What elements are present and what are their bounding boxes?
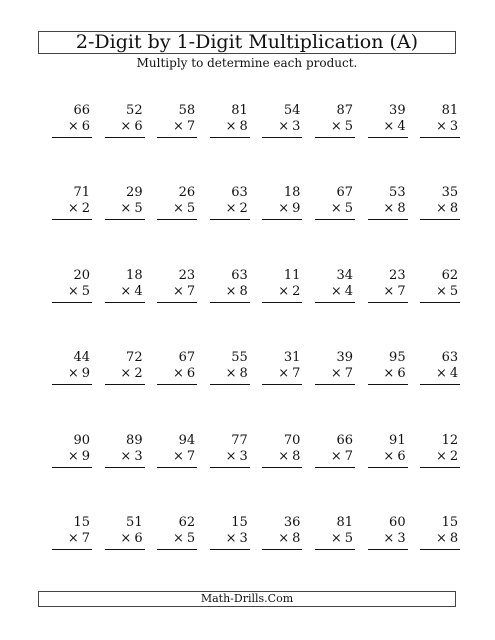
answer-line bbox=[157, 219, 197, 220]
problem-item bbox=[196, 103, 250, 143]
multiplier-row bbox=[278, 201, 300, 216]
multiplicand: 90 bbox=[73, 432, 90, 448]
times-sign: × bbox=[67, 201, 79, 217]
times-sign: × bbox=[383, 283, 395, 299]
times-sign: × bbox=[278, 201, 290, 217]
times-sign: × bbox=[173, 283, 184, 299]
times-sign: × bbox=[120, 448, 132, 464]
multiplicand: 63 bbox=[441, 350, 459, 366]
multiplier-row bbox=[173, 201, 195, 216]
answer-line bbox=[368, 549, 408, 550]
answer-line bbox=[368, 219, 408, 220]
multiplier-row bbox=[173, 366, 195, 381]
problem-item bbox=[248, 350, 302, 390]
multiplicand: 18 bbox=[283, 185, 301, 201]
multiplier: 3 bbox=[239, 448, 248, 464]
multiplier-row bbox=[278, 531, 300, 546]
problem-item bbox=[143, 350, 197, 390]
multiplicand: 81 bbox=[231, 103, 248, 118]
multiplier-row bbox=[383, 531, 405, 546]
problem-item bbox=[301, 268, 355, 308]
multiplier: 8 bbox=[239, 283, 248, 299]
multiplier-row bbox=[120, 449, 142, 464]
problem-item bbox=[91, 185, 145, 225]
multiplier: 8 bbox=[449, 201, 459, 217]
problem-item bbox=[91, 103, 145, 143]
multiplier: 2 bbox=[449, 448, 459, 464]
multiplicand: 77 bbox=[231, 432, 248, 448]
times-sign: × bbox=[330, 448, 342, 464]
problem-item bbox=[91, 268, 145, 308]
multiplier-row bbox=[68, 449, 90, 464]
times-sign: × bbox=[225, 366, 237, 382]
problem-item bbox=[38, 185, 92, 225]
multiplicand: 95 bbox=[389, 350, 406, 366]
multiplicand: 12 bbox=[441, 432, 459, 448]
times-sign: × bbox=[67, 531, 79, 546]
multiplier: 9 bbox=[292, 201, 301, 217]
problem-item bbox=[406, 515, 460, 555]
problem-item bbox=[91, 433, 145, 473]
times-sign: × bbox=[383, 366, 395, 382]
multiplier: 8 bbox=[239, 119, 248, 134]
times-sign: × bbox=[278, 366, 290, 382]
multiplicand: 67 bbox=[178, 350, 196, 366]
multiplicand: 66 bbox=[73, 103, 90, 118]
multiplier: 3 bbox=[449, 119, 459, 134]
answer-line bbox=[420, 137, 460, 138]
multiplicand: 94 bbox=[178, 432, 196, 448]
times-sign: × bbox=[67, 119, 79, 134]
multiplier-row bbox=[331, 284, 353, 299]
answer-line bbox=[210, 467, 250, 468]
multiplier: 7 bbox=[186, 448, 196, 464]
multiplier: 4 bbox=[449, 366, 459, 382]
multiplicand: 23 bbox=[178, 267, 196, 283]
multiplicand: 81 bbox=[441, 103, 459, 118]
problem-item bbox=[301, 515, 355, 555]
worksheet-title: 2-Digit by 1-Digit Multiplication (A) bbox=[38, 31, 456, 54]
answer-line bbox=[105, 549, 145, 550]
multiplier: 7 bbox=[186, 283, 196, 299]
multiplier: 7 bbox=[344, 448, 353, 464]
answer-line bbox=[262, 549, 302, 550]
multiplier: 3 bbox=[134, 448, 143, 464]
multiplier: 9 bbox=[81, 366, 90, 382]
times-sign: × bbox=[330, 366, 342, 382]
multiplicand: 87 bbox=[336, 103, 353, 118]
answer-line bbox=[52, 467, 92, 468]
answer-line bbox=[52, 137, 92, 138]
times-sign: × bbox=[120, 119, 132, 134]
multiplier: 2 bbox=[292, 283, 301, 299]
answer-line bbox=[368, 302, 408, 303]
problem-item bbox=[406, 350, 460, 390]
problem-item bbox=[196, 433, 250, 473]
answer-line bbox=[105, 467, 145, 468]
times-sign: × bbox=[383, 201, 395, 217]
multiplier: 5 bbox=[186, 531, 196, 546]
problem-item bbox=[354, 515, 408, 555]
answer-line bbox=[315, 384, 355, 385]
multiplier: 5 bbox=[134, 201, 143, 217]
multiplicand: 36 bbox=[283, 515, 301, 530]
multiplier-row bbox=[68, 531, 90, 546]
multiplier-row bbox=[120, 201, 142, 216]
times-sign: × bbox=[67, 448, 79, 464]
multiplier: 6 bbox=[81, 119, 90, 134]
multiplier: 5 bbox=[344, 119, 353, 134]
times-sign: × bbox=[436, 119, 447, 134]
times-sign: × bbox=[436, 366, 447, 382]
answer-line bbox=[315, 467, 355, 468]
times-sign: × bbox=[330, 283, 342, 299]
multiplier-row bbox=[383, 284, 405, 299]
answer-line bbox=[420, 302, 460, 303]
times-sign: × bbox=[67, 366, 79, 382]
times-sign: × bbox=[436, 531, 447, 546]
multiplier-row bbox=[226, 201, 248, 216]
answer-line bbox=[210, 302, 250, 303]
multiplier-row bbox=[120, 119, 142, 134]
problem-item bbox=[301, 433, 355, 473]
multiplier: 8 bbox=[449, 531, 459, 546]
multiplier: 4 bbox=[134, 283, 143, 299]
times-sign: × bbox=[436, 283, 447, 299]
multiplicand: 67 bbox=[336, 185, 353, 201]
problem-item bbox=[248, 185, 302, 225]
multiplicand: 34 bbox=[336, 267, 353, 283]
multiplier: 7 bbox=[292, 366, 301, 382]
multiplicand: 53 bbox=[389, 185, 406, 201]
multiplier: 4 bbox=[344, 283, 353, 299]
multiplier-row bbox=[383, 366, 405, 381]
worksheet-instructions: Multiply to determine each product. bbox=[136, 56, 358, 70]
times-sign: × bbox=[225, 448, 237, 464]
times-sign: × bbox=[225, 201, 237, 217]
answer-line bbox=[420, 467, 460, 468]
answer-line bbox=[157, 137, 197, 138]
problem-item bbox=[248, 515, 302, 555]
multiplier: 6 bbox=[186, 366, 196, 382]
multiplier-row bbox=[173, 119, 195, 134]
answer-line bbox=[210, 219, 250, 220]
multiplier: 8 bbox=[292, 448, 301, 464]
multiplier-row bbox=[173, 449, 195, 464]
problem-item bbox=[406, 268, 460, 308]
answer-line bbox=[157, 302, 197, 303]
problem-item bbox=[196, 515, 250, 555]
answer-line bbox=[52, 384, 92, 385]
answer-line bbox=[210, 384, 250, 385]
problem-item bbox=[143, 433, 197, 473]
times-sign: × bbox=[330, 201, 342, 217]
multiplicand: 63 bbox=[231, 267, 248, 283]
problem-item bbox=[354, 185, 408, 225]
multiplicand: 35 bbox=[441, 185, 459, 201]
times-sign: × bbox=[173, 531, 184, 546]
problem-item bbox=[143, 185, 197, 225]
answer-line bbox=[420, 549, 460, 550]
multiplier-row bbox=[226, 119, 248, 134]
multiplier-row bbox=[68, 201, 90, 216]
times-sign: × bbox=[225, 283, 237, 299]
multiplier-row bbox=[436, 531, 458, 546]
answer-line bbox=[368, 137, 408, 138]
times-sign: × bbox=[383, 119, 395, 134]
problem-item bbox=[301, 185, 355, 225]
answer-line bbox=[315, 219, 355, 220]
answer-line bbox=[262, 467, 302, 468]
multiplier: 7 bbox=[186, 119, 196, 134]
footer-site: Math-Drills.Com bbox=[38, 591, 456, 607]
times-sign: × bbox=[173, 119, 184, 134]
problem-item bbox=[301, 103, 355, 143]
problem-item bbox=[354, 268, 408, 308]
multiplicand: 29 bbox=[126, 185, 143, 201]
answer-line bbox=[52, 219, 92, 220]
multiplier: 6 bbox=[134, 531, 143, 546]
times-sign: × bbox=[278, 531, 290, 546]
problem-item bbox=[196, 350, 250, 390]
multiplier: 5 bbox=[344, 201, 353, 217]
multiplier-row bbox=[436, 284, 458, 299]
problem-item bbox=[354, 103, 408, 143]
times-sign: × bbox=[383, 448, 395, 464]
times-sign: × bbox=[330, 119, 342, 134]
times-sign: × bbox=[225, 119, 237, 134]
answer-line bbox=[105, 137, 145, 138]
times-sign: × bbox=[330, 531, 342, 546]
multiplier-row bbox=[331, 449, 353, 464]
multiplicand: 91 bbox=[389, 432, 406, 448]
answer-line bbox=[105, 302, 145, 303]
multiplicand: 23 bbox=[389, 267, 406, 283]
multiplicand: 70 bbox=[283, 432, 301, 448]
times-sign: × bbox=[436, 201, 447, 217]
multiplier-row bbox=[226, 366, 248, 381]
multiplicand: 39 bbox=[336, 350, 353, 366]
multiplicand: 71 bbox=[73, 185, 90, 201]
problem-item bbox=[354, 433, 408, 473]
multiplier: 8 bbox=[292, 531, 301, 546]
answer-line bbox=[52, 549, 92, 550]
multiplicand: 60 bbox=[389, 515, 406, 530]
problem-item bbox=[406, 103, 460, 143]
times-sign: × bbox=[120, 531, 132, 546]
multiplicand: 89 bbox=[126, 432, 143, 448]
problem-item bbox=[248, 433, 302, 473]
times-sign: × bbox=[120, 201, 132, 217]
multiplier: 7 bbox=[81, 531, 90, 546]
multiplicand: 66 bbox=[336, 432, 353, 448]
times-sign: × bbox=[120, 283, 132, 299]
problem-item bbox=[38, 350, 92, 390]
multiplicand: 55 bbox=[231, 350, 248, 366]
answer-line bbox=[262, 137, 302, 138]
multiplicand: 15 bbox=[73, 515, 90, 530]
times-sign: × bbox=[278, 119, 290, 134]
multiplier-row bbox=[383, 119, 405, 134]
answer-line bbox=[420, 219, 460, 220]
answer-line bbox=[210, 137, 250, 138]
multiplicand: 52 bbox=[126, 103, 143, 118]
times-sign: × bbox=[173, 448, 184, 464]
multiplier-row bbox=[278, 119, 300, 134]
multiplier: 7 bbox=[344, 366, 353, 382]
times-sign: × bbox=[278, 448, 290, 464]
multiplicand: 54 bbox=[283, 103, 301, 118]
multiplier: 8 bbox=[397, 201, 406, 217]
problem-item bbox=[196, 185, 250, 225]
multiplicand: 39 bbox=[389, 103, 406, 118]
problem-item bbox=[406, 433, 460, 473]
multiplier: 5 bbox=[344, 531, 353, 546]
problem-item bbox=[354, 350, 408, 390]
multiplier: 6 bbox=[397, 448, 406, 464]
multiplier: 2 bbox=[239, 201, 248, 217]
multiplicand: 62 bbox=[441, 267, 459, 283]
multiplier-row bbox=[436, 119, 458, 134]
multiplicand: 20 bbox=[73, 267, 90, 283]
multiplier: 3 bbox=[397, 531, 406, 546]
multiplier: 5 bbox=[186, 201, 196, 217]
multiplier-row bbox=[173, 531, 195, 546]
multiplier: 9 bbox=[81, 448, 90, 464]
multiplicand: 72 bbox=[126, 350, 143, 366]
problem-item bbox=[38, 103, 92, 143]
multiplier-row bbox=[278, 449, 300, 464]
multiplier: 8 bbox=[239, 366, 248, 382]
multiplier-row bbox=[226, 449, 248, 464]
multiplier-row bbox=[68, 366, 90, 381]
problem-item bbox=[143, 268, 197, 308]
problem-item bbox=[406, 185, 460, 225]
answer-line bbox=[368, 467, 408, 468]
problem-item bbox=[91, 515, 145, 555]
problem-item bbox=[196, 268, 250, 308]
multiplier-row bbox=[68, 119, 90, 134]
multiplicand: 18 bbox=[126, 267, 143, 283]
multiplier-row bbox=[226, 531, 248, 546]
times-sign: × bbox=[436, 448, 447, 464]
multiplier: 6 bbox=[397, 366, 406, 382]
problem-item bbox=[248, 103, 302, 143]
multiplier-row bbox=[120, 531, 142, 546]
multiplier-row bbox=[331, 119, 353, 134]
times-sign: × bbox=[173, 201, 184, 217]
multiplier-row bbox=[436, 201, 458, 216]
answer-line bbox=[157, 384, 197, 385]
multiplier-row bbox=[331, 531, 353, 546]
multiplier: 5 bbox=[81, 283, 90, 299]
answer-line bbox=[315, 137, 355, 138]
multiplier-row bbox=[436, 449, 458, 464]
multiplicand: 62 bbox=[178, 515, 196, 530]
multiplier-row bbox=[278, 284, 300, 299]
times-sign: × bbox=[67, 283, 79, 299]
multiplier-row bbox=[383, 449, 405, 464]
multiplier-row bbox=[383, 201, 405, 216]
multiplier-row bbox=[120, 366, 142, 381]
multiplier: 4 bbox=[397, 119, 406, 134]
multiplier: 2 bbox=[134, 366, 143, 382]
multiplier-row bbox=[173, 284, 195, 299]
answer-line bbox=[157, 549, 197, 550]
answer-line bbox=[105, 219, 145, 220]
multiplier-row bbox=[120, 284, 142, 299]
multiplicand: 58 bbox=[178, 103, 196, 118]
answer-line bbox=[315, 549, 355, 550]
times-sign: × bbox=[383, 531, 395, 546]
times-sign: × bbox=[173, 366, 184, 382]
times-sign: × bbox=[278, 283, 290, 299]
multiplicand: 26 bbox=[178, 185, 196, 201]
multiplier-row bbox=[331, 201, 353, 216]
multiplicand: 44 bbox=[73, 350, 90, 366]
multiplier-row bbox=[68, 284, 90, 299]
multiplier-row bbox=[331, 366, 353, 381]
answer-line bbox=[420, 384, 460, 385]
multiplier: 6 bbox=[134, 119, 143, 134]
multiplier-row bbox=[226, 284, 248, 299]
problem-item bbox=[38, 268, 92, 308]
multiplicand: 81 bbox=[336, 515, 353, 530]
problem-item bbox=[38, 515, 92, 555]
answer-line bbox=[262, 302, 302, 303]
answer-line bbox=[315, 302, 355, 303]
problem-item bbox=[143, 103, 197, 143]
problem-item bbox=[301, 350, 355, 390]
multiplier: 2 bbox=[81, 201, 90, 217]
answer-line bbox=[262, 384, 302, 385]
multiplier-row bbox=[278, 366, 300, 381]
answer-line bbox=[105, 384, 145, 385]
times-sign: × bbox=[225, 531, 237, 546]
answer-line bbox=[210, 549, 250, 550]
multiplier: 3 bbox=[239, 531, 248, 546]
multiplicand: 51 bbox=[126, 515, 143, 530]
problem-item bbox=[38, 433, 92, 473]
multiplicand: 63 bbox=[231, 185, 248, 201]
problem-item bbox=[143, 515, 197, 555]
answer-line bbox=[368, 384, 408, 385]
times-sign: × bbox=[120, 366, 132, 382]
multiplicand: 15 bbox=[441, 515, 459, 530]
problem-item bbox=[91, 350, 145, 390]
multiplier: 5 bbox=[449, 283, 459, 299]
answer-line bbox=[157, 467, 197, 468]
multiplicand: 15 bbox=[231, 515, 248, 530]
multiplier-row bbox=[436, 366, 458, 381]
problem-item bbox=[248, 268, 302, 308]
multiplicand: 11 bbox=[283, 267, 301, 283]
multiplier: 3 bbox=[292, 119, 301, 134]
multiplicand: 31 bbox=[283, 350, 301, 366]
answer-line bbox=[52, 302, 92, 303]
answer-line bbox=[262, 219, 302, 220]
multiplier: 7 bbox=[397, 283, 406, 299]
